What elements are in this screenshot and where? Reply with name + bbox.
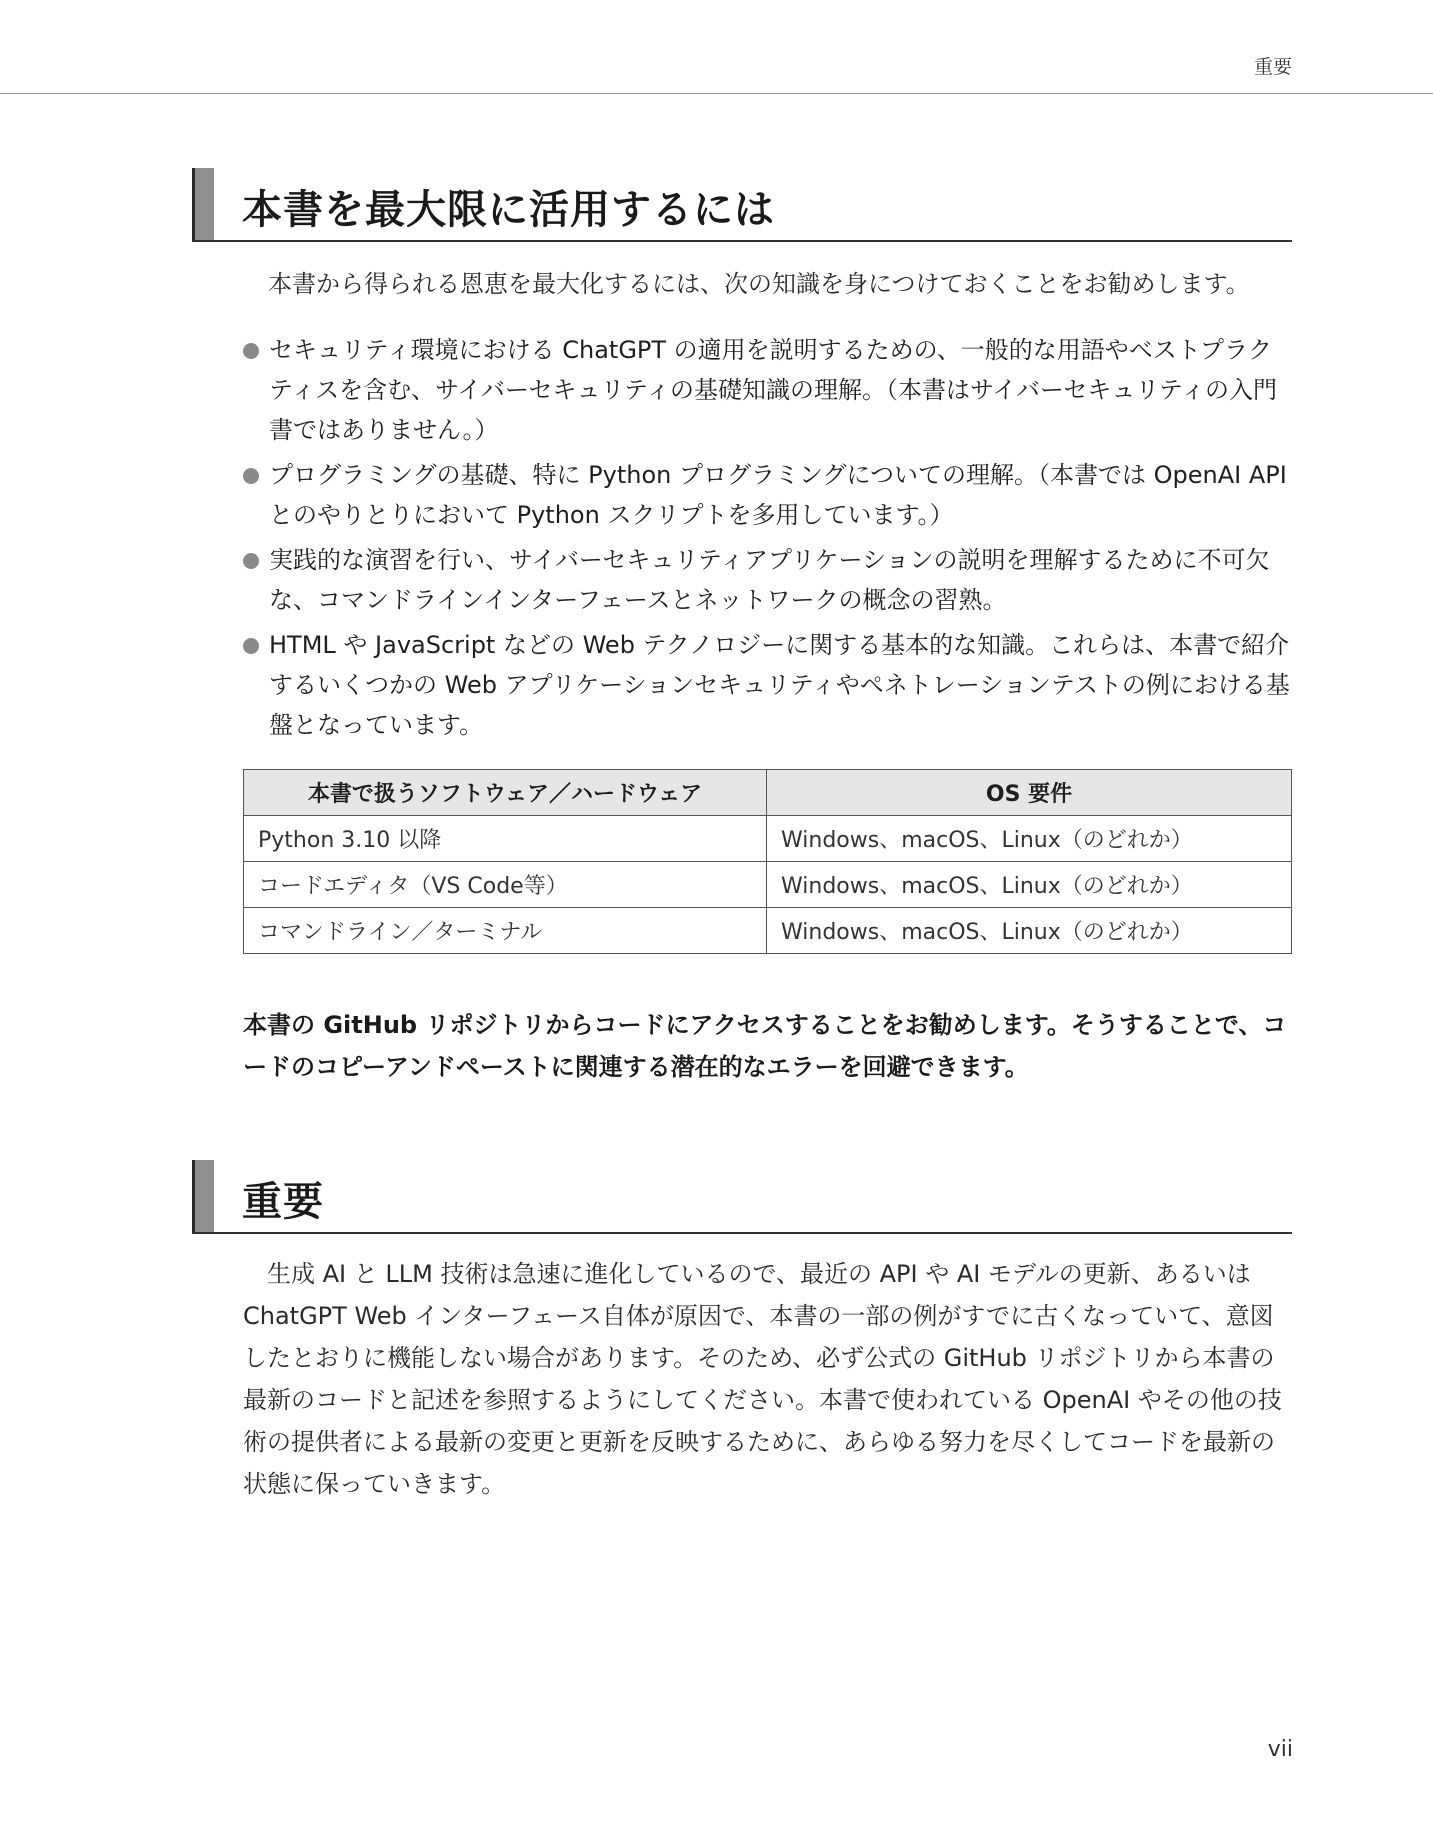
column-header-software: 本書で扱うソフトウェア／ハードウェア [244,770,767,816]
table-row [244,862,1292,908]
intro-paragraph: 本書から得られる恩恵を最大化するには、次の知識を身につけておくことをお勧めします。 [268,270,1250,298]
table-cell: コードエディタ（VS Code等） [244,862,767,908]
section-heading-important [192,1160,1292,1234]
section-title: 重要 [242,1179,324,1225]
list-item [243,455,1295,535]
list-item [243,540,1295,620]
bullet-icon [243,343,259,359]
bullet-icon [243,553,259,569]
table-header-row [244,770,1292,816]
section-marker-bar [192,1160,214,1232]
column-header-os: OS 要件 [767,770,1292,816]
list-item-text: HTML や JavaScript などの Web テクノロジーに関する基本的な知識。これらは、本書で紹介するいくつかの Web アプリケーションセキュリティやペネトレーションテストの例における基盤となっています。 [269,631,1290,739]
github-note: 本書の GitHub リポジトリからコードにアクセスすることをお勧めします。そうすることで、コードのコピーアンドペーストに関連する潜在的なエラーを回避できます。 [243,1011,1287,1081]
table-cell: Windows、macOS、Linux（のどれか） [767,816,1292,862]
requirements-table [243,769,1292,954]
bullet-icon [243,638,259,654]
important-paragraph: 生成 AI と LLM 技術は急速に進化しているので、最近の API や AI モデルの更新、あるいは ChatGPT Web インターフェース自体が原因で、本書の一部の例がすでに古くなっていて、意図したとおりに機能しない場合があります。そのため、必ず公式の GitHub リポジトリから本書の最新のコードと記述を参照するようにしてください。本書で使われている OpenAI やその他の技術の提供者による最新の変更と更新を反映するために、あらゆる努力を尽くしてコードを最新の状態に保っていきます。 [243,1260,1282,1498]
bullet-icon [243,468,259,484]
header-divider [0,93,1433,94]
section-title: 本書を最大限に活用するには [242,187,775,233]
prerequisites-list [243,330,1295,750]
table-cell: Python 3.10 以降 [244,816,767,862]
list-item [243,330,1295,450]
list-item [243,625,1295,745]
running-head: 重要 [1253,56,1292,78]
list-item-text: プログラミングの基礎、特に Python プログラミングについての理解。（本書では OpenAI API とのやりとりにおいて Python スクリプトを多用しています。） [269,461,1287,529]
table-cell: コマンドライン／ターミナル [244,908,767,954]
section-marker-bar [192,168,214,240]
table-cell: Windows、macOS、Linux（のどれか） [767,908,1292,954]
table-row [244,816,1292,862]
section-heading-make-the-most [192,168,1292,242]
list-item-text: 実践的な演習を行い、サイバーセキュリティアプリケーションの説明を理解するために不可欠な、コマンドラインインターフェースとネットワークの概念の習熟。 [269,546,1270,614]
list-item-text: セキュリティ環境における ChatGPT の適用を説明するための、一般的な用語やベストプラクティスを含む、サイバーセキュリティの基礎知識の理解。（本書はサイバーセキュリティの入門書ではありません。） [269,336,1277,444]
table-cell: Windows、macOS、Linux（のどれか） [767,862,1292,908]
table-row [244,908,1292,954]
page-number: vii [1267,1737,1293,1762]
